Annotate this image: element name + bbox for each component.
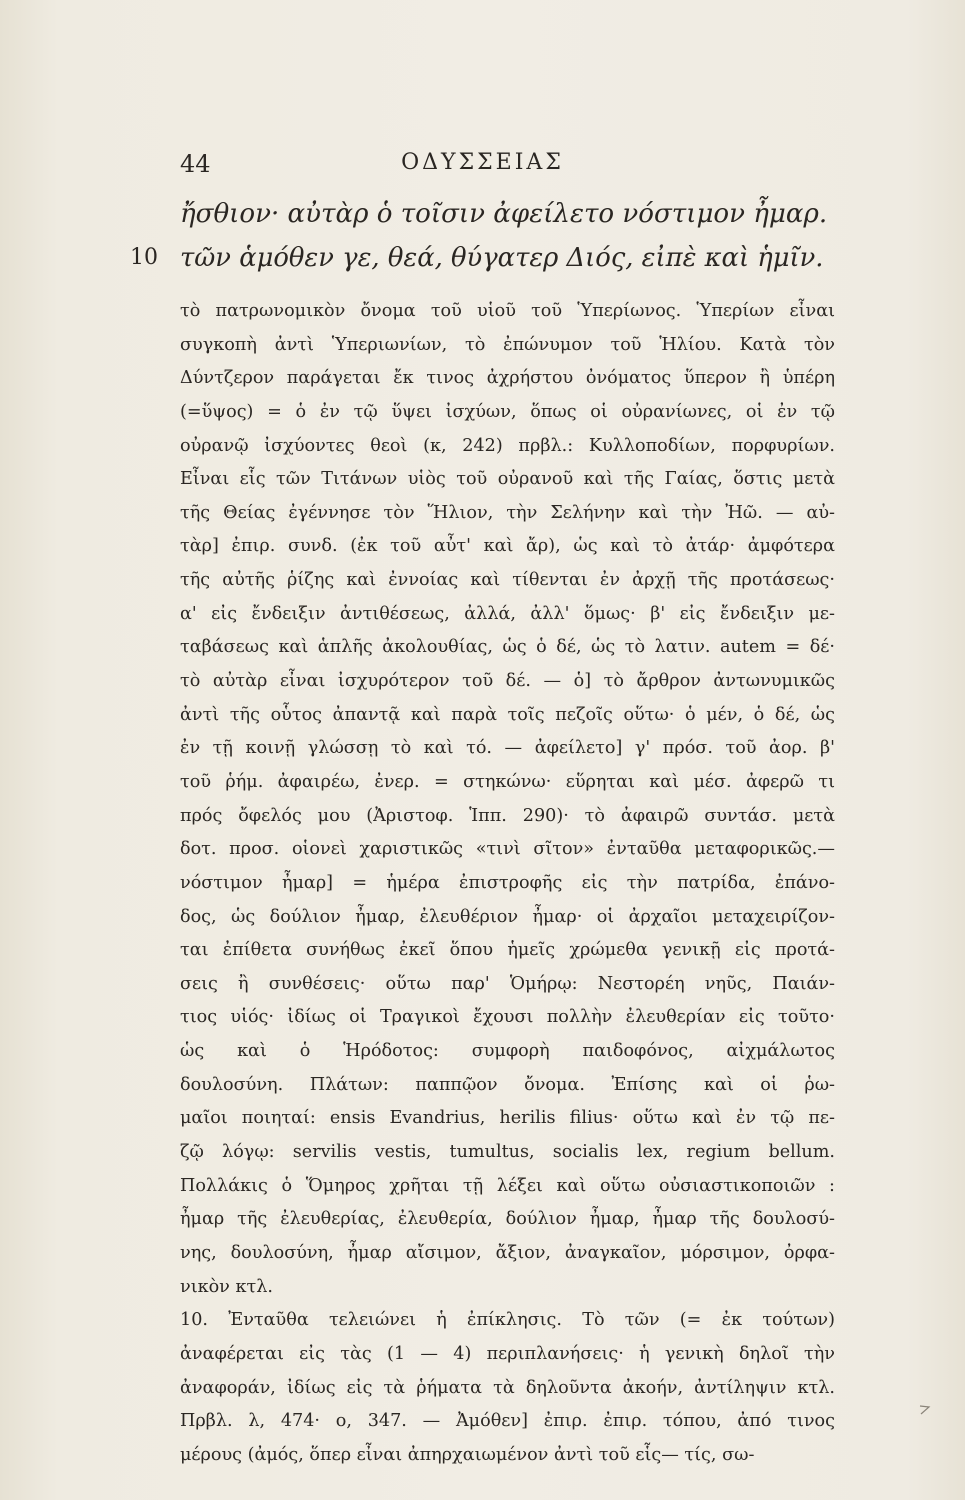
commentary-line: ἀναφοράν, ἰδίως εἰς τὰ ῥήματα τὰ δηλοῦντα ἀκοήν, ἀντίληψιν κτλ.	[180, 1377, 835, 1398]
page-number: 44	[180, 150, 211, 178]
verse-line	[130, 236, 830, 280]
commentary-line: πρός ὄφελός μου (Ἀριστοφ. Ἱππ. 290)· τὸ ἀφαιρῶ συντάσ. μετὰ	[180, 805, 835, 826]
commentary-line: Εἶναι εἷς τῶν Τιτάνων υἱὸς τοῦ οὐρανοῦ καὶ τῆς Γαίας, ὅστις μετὰ	[180, 469, 835, 490]
commentary-line: δοτ. προσ. οἱονεὶ χαριστικῶς «τινὶ σῖτον» ἐνταῦθα μεταφορικῶς.—	[180, 839, 835, 860]
commentary-line: (=ὕψος) = ὁ ἐν τῷ ὕψει ἰσχύων, ὅπως οἱ οὐρανίωνες, οἱ ἐν τῷ	[180, 401, 835, 422]
verse-block	[130, 192, 830, 280]
commentary-line: 10. Ἐνταῦθα τελειώνει ἡ ἐπίκλησις. Τὸ τῶν (= ἐκ τούτων)	[180, 1310, 835, 1331]
commentary-line: ἐν τῇ κοινῇ γλώσσῃ τὸ καὶ τό. — ἀφείλετο] γ' πρόσ. τοῦ ἀορ. β'	[180, 738, 835, 759]
commentary-line: ὡς καὶ ὁ Ἡρόδοτος: συμφορὴ παιδοφόνος, αἰχμάλωτος	[180, 1041, 835, 1062]
commentary-line: α' εἰς ἔνδειξιν ἀντιθέσεως, ἀλλά, ἀλλ' ὅμως· β' εἰς ἔνδειξιν με-	[180, 603, 835, 624]
verse-text: τῶν ἁμόθεν γε, θεά, θύγατερ Διός, εἰπὲ καὶ ἡμῖν.	[180, 243, 824, 273]
commentary-line: τῆς Θείας ἐγέννησε τὸν Ἥλιον, τὴν Σελήνην καὶ τὴν Ἠῶ. — αὐ-	[180, 502, 835, 523]
page-header	[180, 150, 785, 184]
verse-number: 10	[130, 245, 158, 270]
commentary-line: Πολλάκις ὁ Ὅμηρος χρῆται τῇ λέξει καὶ οὕτω οὐσιαστικοποιῶν :	[180, 1175, 835, 1196]
commentary-line: δουλοσύνη. Πλάτων: παππῷον ὄνομα. Ἐπίσης καὶ οἱ ῥω-	[180, 1074, 835, 1095]
pencil-mark-icon	[918, 1403, 932, 1417]
commentary-line: ταβάσεως καὶ ἁπλῆς ἀκολουθίας, ὡς ὁ δέ, ὡς τὸ λατιν. autem = δέ·	[180, 637, 835, 658]
commentary-line: ἦμαρ τῆς ἐλευθερίας, ἐλευθερία, δούλιον ἦμαρ, ἦμαρ τῆς δουλοσύ-	[180, 1209, 835, 1230]
commentary-line: τὸ πατρωνομικὸν ὄνομα τοῦ υἱοῦ τοῦ Ὑπερίωνος. Ὑπερίων εἶναι	[180, 301, 835, 321]
commentary-line: Δύντζερον παράγεται ἔκ τινος ἀχρήστου ὀνόματος ὕπερον ἢ ὑπέρη	[180, 368, 835, 389]
commentary-line: οὐρανῷ ἰσχύοντες θεοὶ (κ, 242) πρβλ.: Κυλλοποδίων, πορφυρίων.	[180, 435, 835, 456]
commentary-line: τιος υἱός· ἰδίως οἱ Τραγικοὶ ἔχουσι πολλὴν ἐλευθερίαν εἰς τοῦτο·	[180, 1007, 835, 1028]
commentary-line: Πρβλ. λ, 474· ο, 347. — Ἀμόθεν] ἐπιρ. ἐπιρ. τόπου, ἀπό τινος	[180, 1411, 835, 1432]
commentary-line: τὸ αὐτὰρ εἶναι ἰσχυρότερον τοῦ δέ. — ὁ] τὸ ἄρθρον ἀντωνυμικῶς	[180, 671, 835, 692]
commentary-line: ται ἐπίθετα συνήθως ἐκεῖ ὅπου ἡμεῖς χρώμεθα γενικῇ εἰς προτά-	[180, 940, 835, 961]
commentary-line: τῆς αὐτῆς ῥίζης καὶ ἐννοίας καὶ τίθενται ἐν ἀρχῇ τῆς προτάσεως·	[180, 570, 835, 591]
commentary-line: τοῦ ῥήμ. ἀφαιρέω, ἐνερ. = στηκώνω· εὕρηται καὶ μέσ. ἀφερῶ τι	[180, 771, 835, 792]
commentary-line: νικὸν κτλ.	[180, 1276, 273, 1297]
commentary-block	[180, 295, 835, 1472]
commentary-line: νόστιμον ἦμαρ] = ἡμέρα ἐπιστροφῆς εἰς τὴν πατρίδα, ἐπάνο-	[180, 872, 835, 893]
commentary-line: δος, ὡς δούλιον ἦμαρ, ἐλευθέριον ἦμαρ· οἱ ἀρχαῖοι μεταχειρίζον-	[180, 906, 835, 927]
commentary-line: συγκοπὴ ἀντὶ Ὑπεριωνίων, τὸ ἐπώνυμον τοῦ Ἡλίου. Κατὰ τὸν	[180, 334, 835, 355]
commentary-line: μέρους (ἀμός, ὅπερ εἶναι ἀπηρχαιωμένον ἀντὶ τοῦ εἷς— τίς, σω-	[180, 1444, 755, 1465]
commentary-line: ἀντὶ τῆς οὗτος ἀπαντᾷ καὶ παρὰ τοῖς πεζοῖς οὕτω· ὁ μέν, ὁ δέ, ὡς	[180, 704, 835, 725]
commentary-line: σεις ἢ συνθέσεις· οὕτω παρ' Ὁμήρῳ: Νεστορέη νηῦς, Παιάν-	[180, 973, 835, 994]
commentary-line: ζῷ λόγῳ: servilis vestis, tumultus, socialis lex, regium bellum.	[180, 1142, 835, 1163]
verse-text: ἤσθιον· αὐτὰρ ὁ τοῖσιν ἀφείλετο νόστιμον ἦμαρ.	[180, 199, 828, 229]
running-title: ΟΔΥΣΣΕΙΑΣ	[401, 150, 564, 175]
commentary-line: μαῖοι ποιηταί: ensis Evandrius, herilis filius· οὕτω καὶ ἐν τῷ πε-	[180, 1108, 835, 1129]
verse-line	[130, 192, 830, 236]
commentary-line: ἀναφέρεται εἰς τὰς (1 — 4) περιπλανήσεις· ἡ γενικὴ δηλοῖ τὴν	[180, 1343, 835, 1364]
commentary-line: νης, δουλοσύνη, ἦμαρ αἴσιμον, ἄξιον, ἀναγκαῖον, μόρσιμον, ὀρφα-	[180, 1242, 835, 1263]
commentary-line: τὰρ] ἐπιρ. συνδ. (ἐκ τοῦ αὖτ' καὶ ἄρ), ὡς καὶ τὸ ἀτάρ· ἀμφότερα	[180, 536, 835, 557]
